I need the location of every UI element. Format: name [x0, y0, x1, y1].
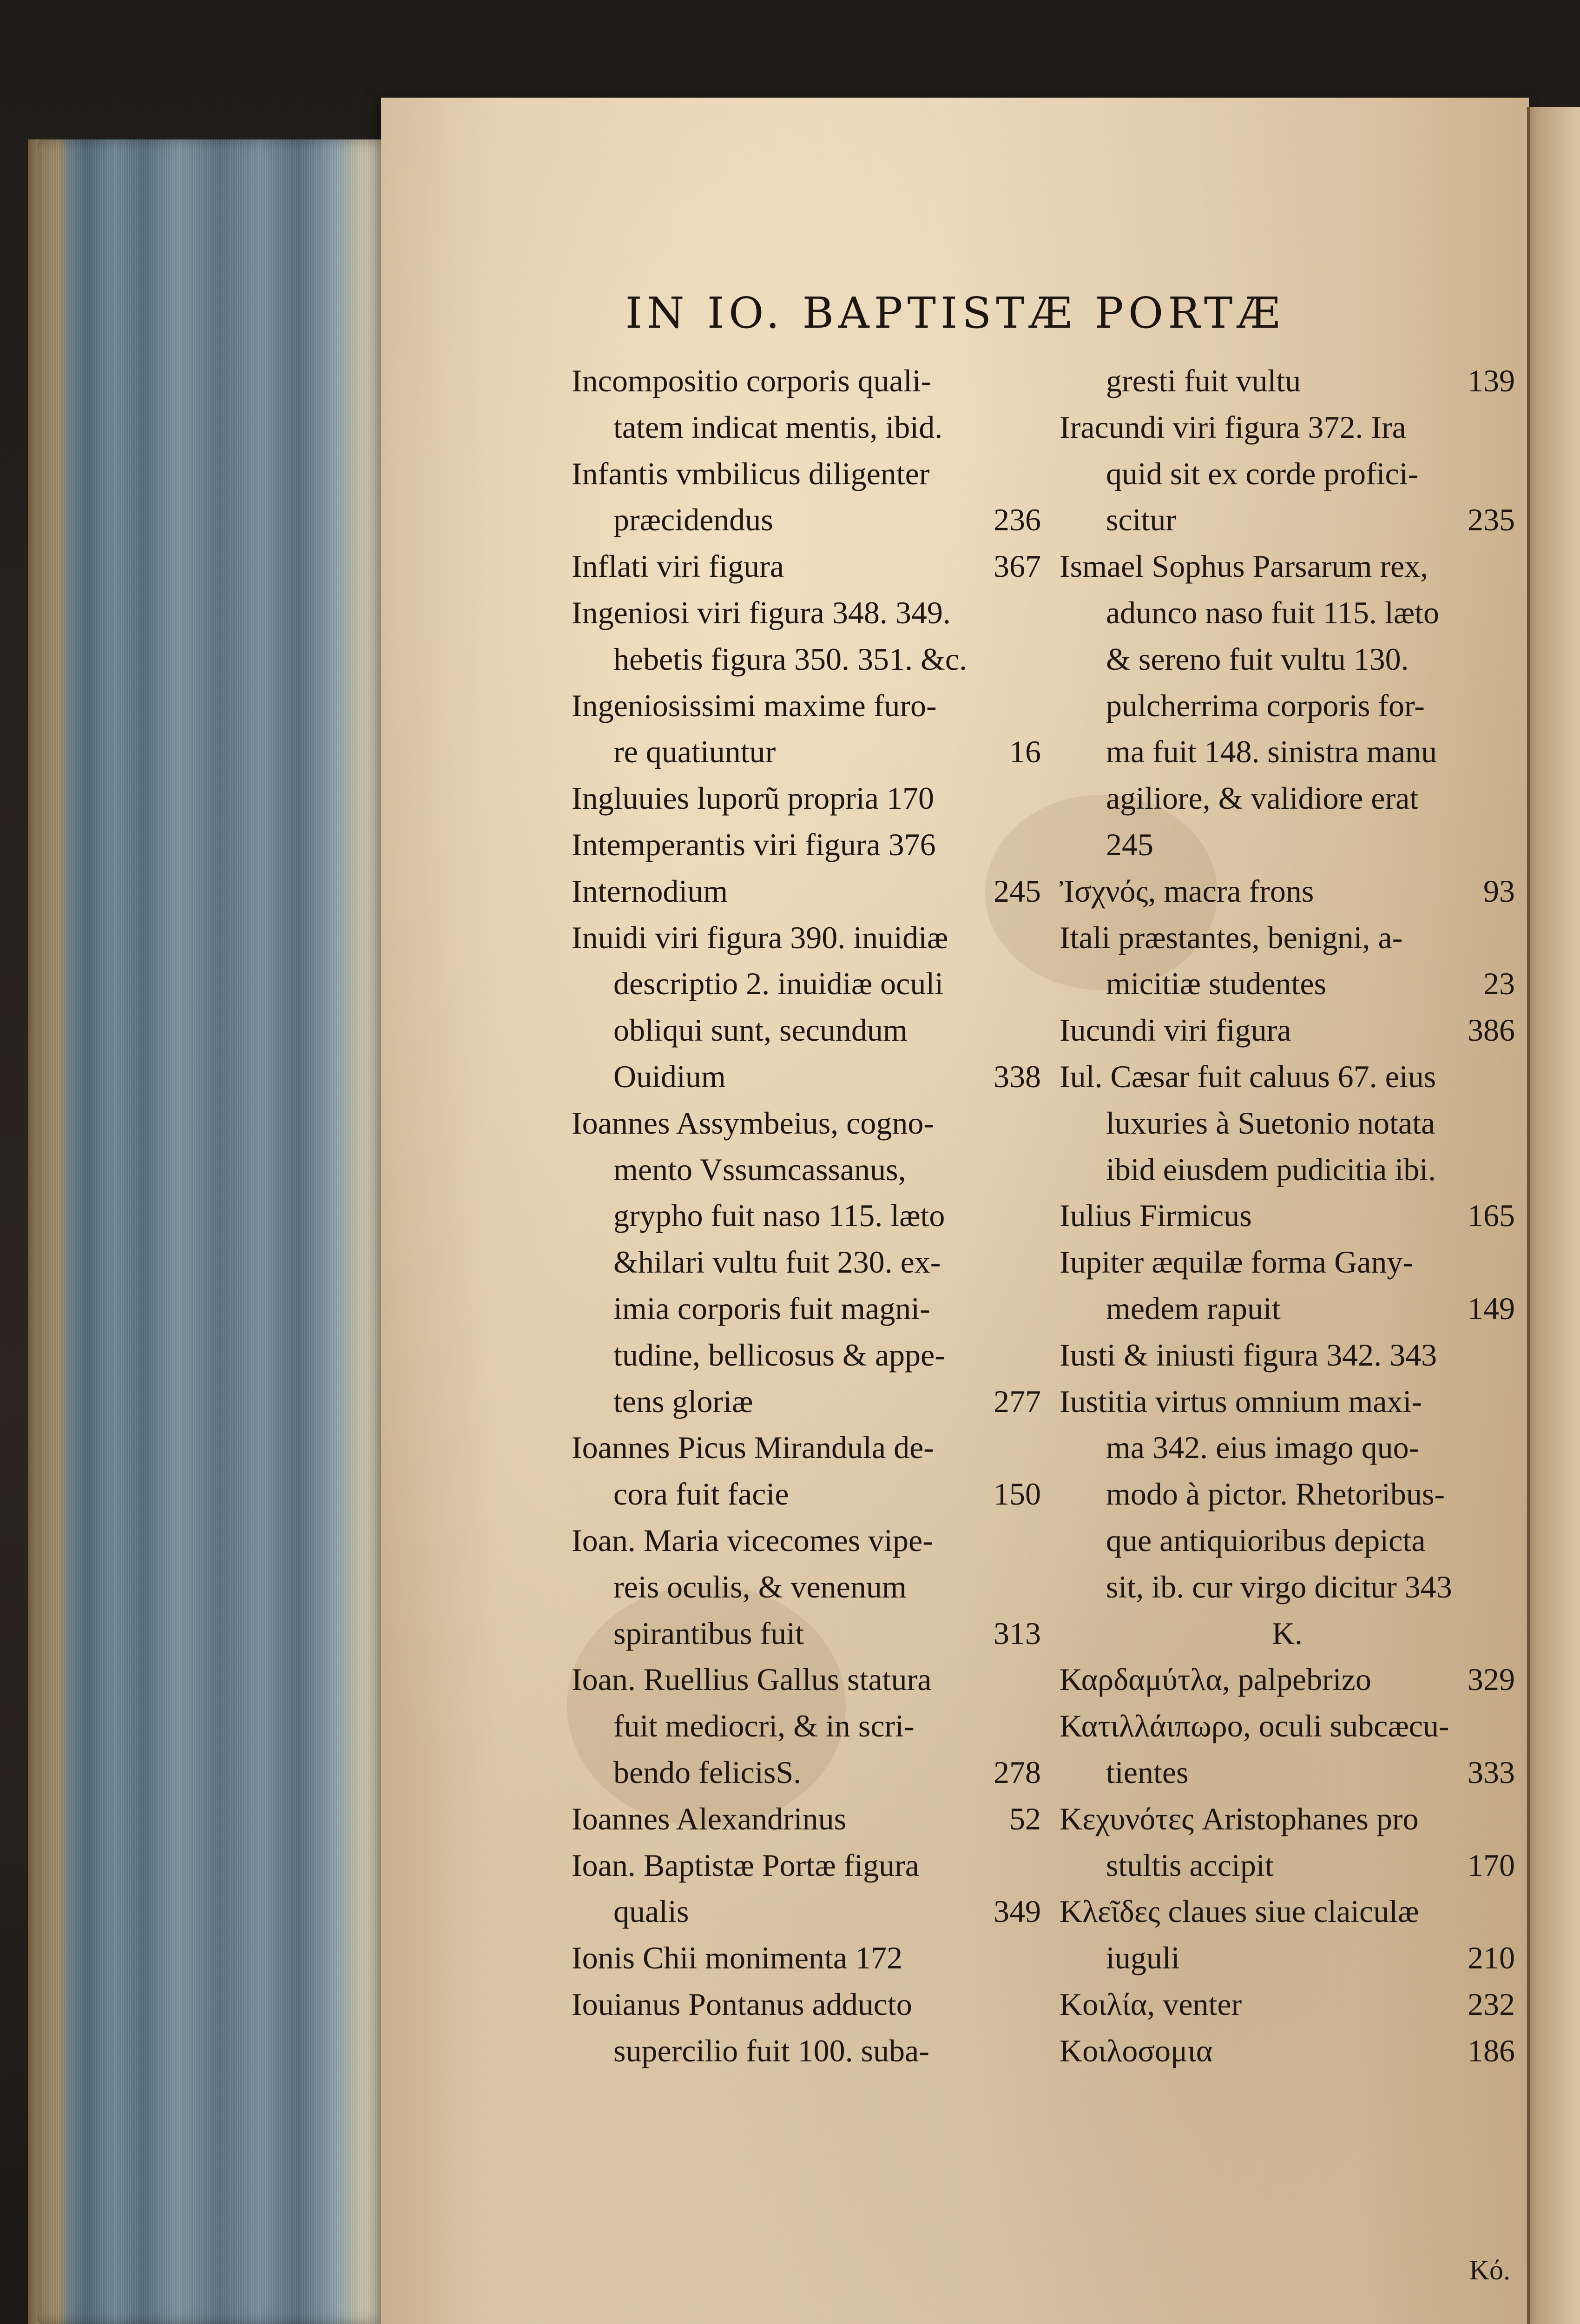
- index-entry-text: luxuries à Suetonio notata: [1106, 1105, 1435, 1141]
- index-entry-line: [572, 822, 1041, 868]
- index-entry-text: grypho fuit naso 115. læto: [613, 1198, 945, 1234]
- index-entry-text: micitiæ studentes: [1106, 966, 1327, 1002]
- index-entry-line: [572, 590, 1041, 636]
- index-entry-line: [1060, 1518, 1515, 1564]
- index-entry-text: agiliore, & validiore erat: [1106, 780, 1419, 816]
- gutter-shadow: [1527, 107, 1530, 2324]
- index-entry-line: [1060, 1286, 1515, 1332]
- index-entry-line: [1060, 451, 1515, 497]
- index-entry-line: [572, 2028, 1041, 2074]
- index-entry-text: mento Vssumcassanus,: [613, 1151, 906, 1187]
- index-entry-line: [1060, 636, 1515, 683]
- index-entry-line: [572, 1147, 1041, 1193]
- index-entry-line: [1060, 868, 1515, 915]
- index-entry-text: Κοιλοσομια: [1060, 2033, 1213, 2068]
- index-entry-line: [572, 1518, 1041, 1564]
- index-entry-text: Itali præstantes, benigni, a-: [1060, 919, 1403, 955]
- index-entry-text: quid sit ex corde profici-: [1106, 456, 1419, 491]
- index-entry-text: Internodium: [572, 873, 728, 909]
- index-entry-line: [1060, 1611, 1515, 1657]
- index-entry-text: tens gloriæ: [613, 1383, 753, 1419]
- index-entry-line: [572, 1007, 1041, 1054]
- index-entry-line: [1060, 1332, 1515, 1379]
- index-entry-line: [572, 775, 1041, 822]
- index-entry-line: [572, 1193, 1041, 1239]
- index-entry-line: [1060, 1425, 1515, 1471]
- index-entry-line: [1060, 2028, 1515, 2074]
- index-entry-line: [1060, 1193, 1515, 1239]
- index-entry-text: Ioannes Picus Mirandula de-: [572, 1430, 934, 1466]
- index-entry-line: [572, 1564, 1041, 1611]
- index-entry-text: ibid eiusdem pudicitia ibi.: [1106, 1151, 1436, 1187]
- page-reference: 16: [1009, 734, 1041, 770]
- index-entry-line: [1060, 775, 1515, 822]
- index-entry-text: K.: [1271, 1615, 1303, 1651]
- page-reference: 210: [1468, 1940, 1515, 1976]
- index-entry-text: ma fuit 148. sinistra manu: [1106, 734, 1437, 770]
- index-entry-text: præcidendus: [613, 502, 773, 538]
- index-entry-line: [572, 1796, 1041, 1842]
- index-entry-text: Καρδαμύτλα, palpebrizo: [1060, 1662, 1371, 1697]
- page-reference: 313: [994, 1615, 1041, 1651]
- index-entry-line: [1060, 683, 1515, 729]
- index-entry-text: iuguli: [1106, 1940, 1180, 1976]
- index-entry-text: stultis accipit: [1106, 1847, 1274, 1883]
- index-entry-line: [1060, 1054, 1515, 1100]
- page-block-edge: [37, 139, 390, 2324]
- index-entry-line: [1060, 1657, 1515, 1703]
- catchword: Κό.: [1469, 2255, 1510, 2285]
- index-entry-line: [572, 1842, 1041, 1889]
- page-reference: 386: [1468, 1012, 1515, 1048]
- facing-page-edge: [1529, 107, 1580, 2324]
- index-column-right: [1060, 358, 1515, 2074]
- page-reference: 23: [1483, 966, 1515, 1002]
- index-entry-text: gresti fuit vultu: [1106, 363, 1301, 398]
- index-entry-text: Ioan. Ruellius Gallus statura: [572, 1662, 932, 1697]
- index-entry-text: Ionis Chii monimenta 172: [572, 1940, 903, 1976]
- page-reference: 186: [1468, 2033, 1515, 2068]
- index-entry-line: [1060, 1471, 1515, 1518]
- index-entry-text: pulcherrima corporis for-: [1106, 687, 1425, 723]
- index-entry-text: Iracundi viri figura 372. Ira: [1060, 409, 1406, 445]
- page-reference: 235: [1468, 502, 1515, 538]
- index-entry-text: tientes: [1106, 1754, 1189, 1790]
- index-entry-text: &hilari vultu fuit 230. ex-: [613, 1244, 941, 1280]
- index-entry-text: modo à pictor. Rhetoribus-: [1106, 1476, 1445, 1512]
- index-entry-line: [572, 1332, 1041, 1379]
- index-entry-text: Ismael Sophus Parsarum rex,: [1060, 548, 1429, 584]
- page-reference: 165: [1468, 1198, 1515, 1234]
- index-entry-line: [572, 1611, 1041, 1657]
- index-entry-text: Ioan. Baptistæ Portæ figura: [572, 1847, 919, 1883]
- index-entry-line: [1060, 358, 1515, 404]
- index-entry-line: [1060, 590, 1515, 636]
- index-entry-text: Inuidi viri figura 390. inuidiæ: [572, 919, 948, 955]
- index-entry-text: Ingeniosissimi maxime furo-: [572, 687, 937, 723]
- index-entry-text: Κεχυνότες Aristophanes pro: [1060, 1801, 1419, 1836]
- index-entry-line: [1060, 1239, 1515, 1286]
- index-entry-line: [1060, 1100, 1515, 1147]
- index-entry-text: hebetis figura 350. 351. &c.: [613, 641, 968, 677]
- index-entry-text: Iustitia virtus omnium maxi-: [1060, 1383, 1422, 1419]
- page-reference: 338: [994, 1058, 1041, 1094]
- page-reference: 329: [1468, 1662, 1515, 1697]
- index-entry-line: [572, 636, 1041, 683]
- index-entry-line: [572, 1935, 1041, 1981]
- index-entry-text: 245: [1106, 826, 1153, 862]
- index-entry-text: Inflati viri figura: [572, 548, 784, 584]
- index-entry-text: Ioannes Assymbeius, cogno-: [572, 1105, 935, 1141]
- page-reference: 93: [1483, 873, 1515, 909]
- index-entry-text: Ingluuies luporũ propria 170: [572, 780, 934, 816]
- index-entry-line: [572, 358, 1041, 404]
- index-entry-line: [1060, 1564, 1515, 1611]
- index-entry-line: [1060, 961, 1515, 1007]
- index-entry-line: [572, 915, 1041, 961]
- index-entry-text: Incompositio corporis quali-: [572, 363, 932, 398]
- index-entry-text: medem rapuit: [1106, 1290, 1281, 1326]
- index-entry-line: [572, 868, 1041, 915]
- page-reference: 278: [994, 1754, 1041, 1790]
- index-entry-text: Ioan. Maria vicecomes vipe-: [572, 1522, 933, 1558]
- index-entry-text: reis oculis, & venenum: [613, 1569, 907, 1604]
- index-entry-text: descriptio 2. inuidiæ oculi: [613, 966, 944, 1002]
- page-reference: 333: [1468, 1754, 1515, 1790]
- page-reference: 139: [1468, 363, 1515, 398]
- index-entry-line: [1060, 1147, 1515, 1193]
- index-entry-line: [572, 1750, 1041, 1796]
- index-entry-line: [572, 1703, 1041, 1750]
- index-entry-line: [572, 1471, 1041, 1518]
- index-entry-text: imia corporis fuit magni-: [613, 1290, 930, 1326]
- index-entry-text: Κατιλλάιπωρο, oculi subcæcu-: [1060, 1708, 1449, 1744]
- index-entry-line: [1060, 1981, 1515, 2028]
- index-entry-line: [1060, 497, 1515, 543]
- index-entry-line: [572, 1054, 1041, 1100]
- index-entry-line: [1060, 543, 1515, 590]
- index-entry-text: bendo felicisS.: [613, 1754, 802, 1790]
- index-entry-text: Ouidium: [613, 1058, 726, 1094]
- index-entry-line: [572, 729, 1041, 775]
- index-entry-text: adunco naso fuit 115. læto: [1106, 594, 1440, 630]
- running-head: IN IO. BAPTISTÆ PORTÆ: [625, 288, 1285, 338]
- index-entry-line: [1060, 1750, 1515, 1796]
- index-entry-line: [572, 543, 1041, 590]
- index-entry-line: [572, 1425, 1041, 1471]
- page-reference: 170: [1468, 1847, 1515, 1883]
- index-entry-line: [1060, 404, 1515, 451]
- index-entry-line: [1060, 1935, 1515, 1981]
- index-entry-text: Iul. Cæsar fuit caluus 67. eius: [1060, 1058, 1436, 1094]
- index-entry-text: Iulius Firmicus: [1060, 1198, 1252, 1234]
- index-entry-line: [1060, 1379, 1515, 1425]
- index-entry-text: spirantibus fuit: [613, 1615, 804, 1651]
- index-entry-line: [572, 1657, 1041, 1703]
- page-reference: 232: [1468, 1986, 1515, 2022]
- page-reference: 367: [994, 548, 1041, 584]
- index-entry-text: & sereno fuit vultu 130.: [1106, 641, 1409, 677]
- index-entry-text: Ingeniosi viri figura 348. 349.: [572, 594, 951, 630]
- page-reference: 52: [1009, 1801, 1041, 1836]
- index-entry-line: [1060, 1007, 1515, 1054]
- index-entry-text: Iouianus Pontanus adducto: [572, 1986, 912, 2022]
- index-entry-text: Intemperantis viri figura 376: [572, 826, 936, 862]
- index-entry-text: Κλεῖδες claues siue claiculæ: [1060, 1894, 1419, 1929]
- page-reference: 245: [994, 873, 1041, 909]
- printed-page: [381, 98, 1529, 2324]
- index-entry-line: [1060, 729, 1515, 775]
- index-entry-text: Iusti & iniusti figura 342. 343: [1060, 1337, 1437, 1373]
- index-entry-text: Infantis vmbilicus diligenter: [572, 456, 930, 491]
- index-entry-text: sit, ib. cur virgo dicitur 343: [1106, 1569, 1452, 1604]
- index-entry-line: [1060, 915, 1515, 961]
- index-entry-line: [1060, 1703, 1515, 1750]
- index-entry-line: [572, 1379, 1041, 1425]
- index-entry-line: [572, 451, 1041, 497]
- index-entry-text: supercilio fuit 100. suba-: [613, 2033, 929, 2068]
- index-entry-line: [572, 683, 1041, 729]
- index-column-left: [572, 358, 1041, 2074]
- index-entry-line: [1060, 822, 1515, 868]
- index-entry-line: [1060, 1796, 1515, 1842]
- page-reference: 236: [994, 502, 1041, 538]
- index-entry-line: [572, 1100, 1041, 1147]
- index-entry-text: Ioannes Alexandrinus: [572, 1801, 847, 1836]
- index-entry-line: [1060, 1888, 1515, 1935]
- index-entry-text: tatem indicat mentis, ibid.: [613, 409, 943, 445]
- index-entry-line: [572, 961, 1041, 1007]
- page-reference: 349: [994, 1894, 1041, 1929]
- index-entry-text: qualis: [613, 1894, 689, 1929]
- index-entry-text: Ἰσχνός, macra frons: [1060, 873, 1314, 909]
- index-entry-text: cora fuit facie: [613, 1476, 789, 1512]
- page-reference: 277: [994, 1383, 1041, 1419]
- index-entry-text: re quatiuntur: [613, 734, 776, 770]
- index-entry-line: [572, 1239, 1041, 1286]
- index-entry-line: [572, 1981, 1041, 2028]
- index-entry-line: [572, 404, 1041, 451]
- index-entry-text: ma 342. eius imago quo-: [1106, 1430, 1420, 1466]
- index-entry-line: [572, 1888, 1041, 1935]
- index-entry-line: [1060, 1842, 1515, 1889]
- index-entry-line: [572, 1286, 1041, 1332]
- index-entry-text: Iupiter æquilæ forma Gany-: [1060, 1244, 1414, 1280]
- index-entry-text: Iucundi viri figura: [1060, 1012, 1291, 1048]
- index-entry-text: tudine, bellicosus & appe-: [613, 1337, 945, 1373]
- index-entry-text: fuit mediocri, & in scri-: [613, 1708, 915, 1744]
- index-entry-text: Κοιλία, venter: [1060, 1986, 1242, 2022]
- index-entry-text: obliqui sunt, secundum: [613, 1012, 908, 1048]
- page-reference: 149: [1468, 1290, 1515, 1326]
- page-reference: 150: [994, 1476, 1041, 1512]
- index-entry-text: que antiquioribus depicta: [1106, 1522, 1426, 1558]
- index-entry-line: [572, 497, 1041, 543]
- index-entry-text: scitur: [1106, 502, 1177, 538]
